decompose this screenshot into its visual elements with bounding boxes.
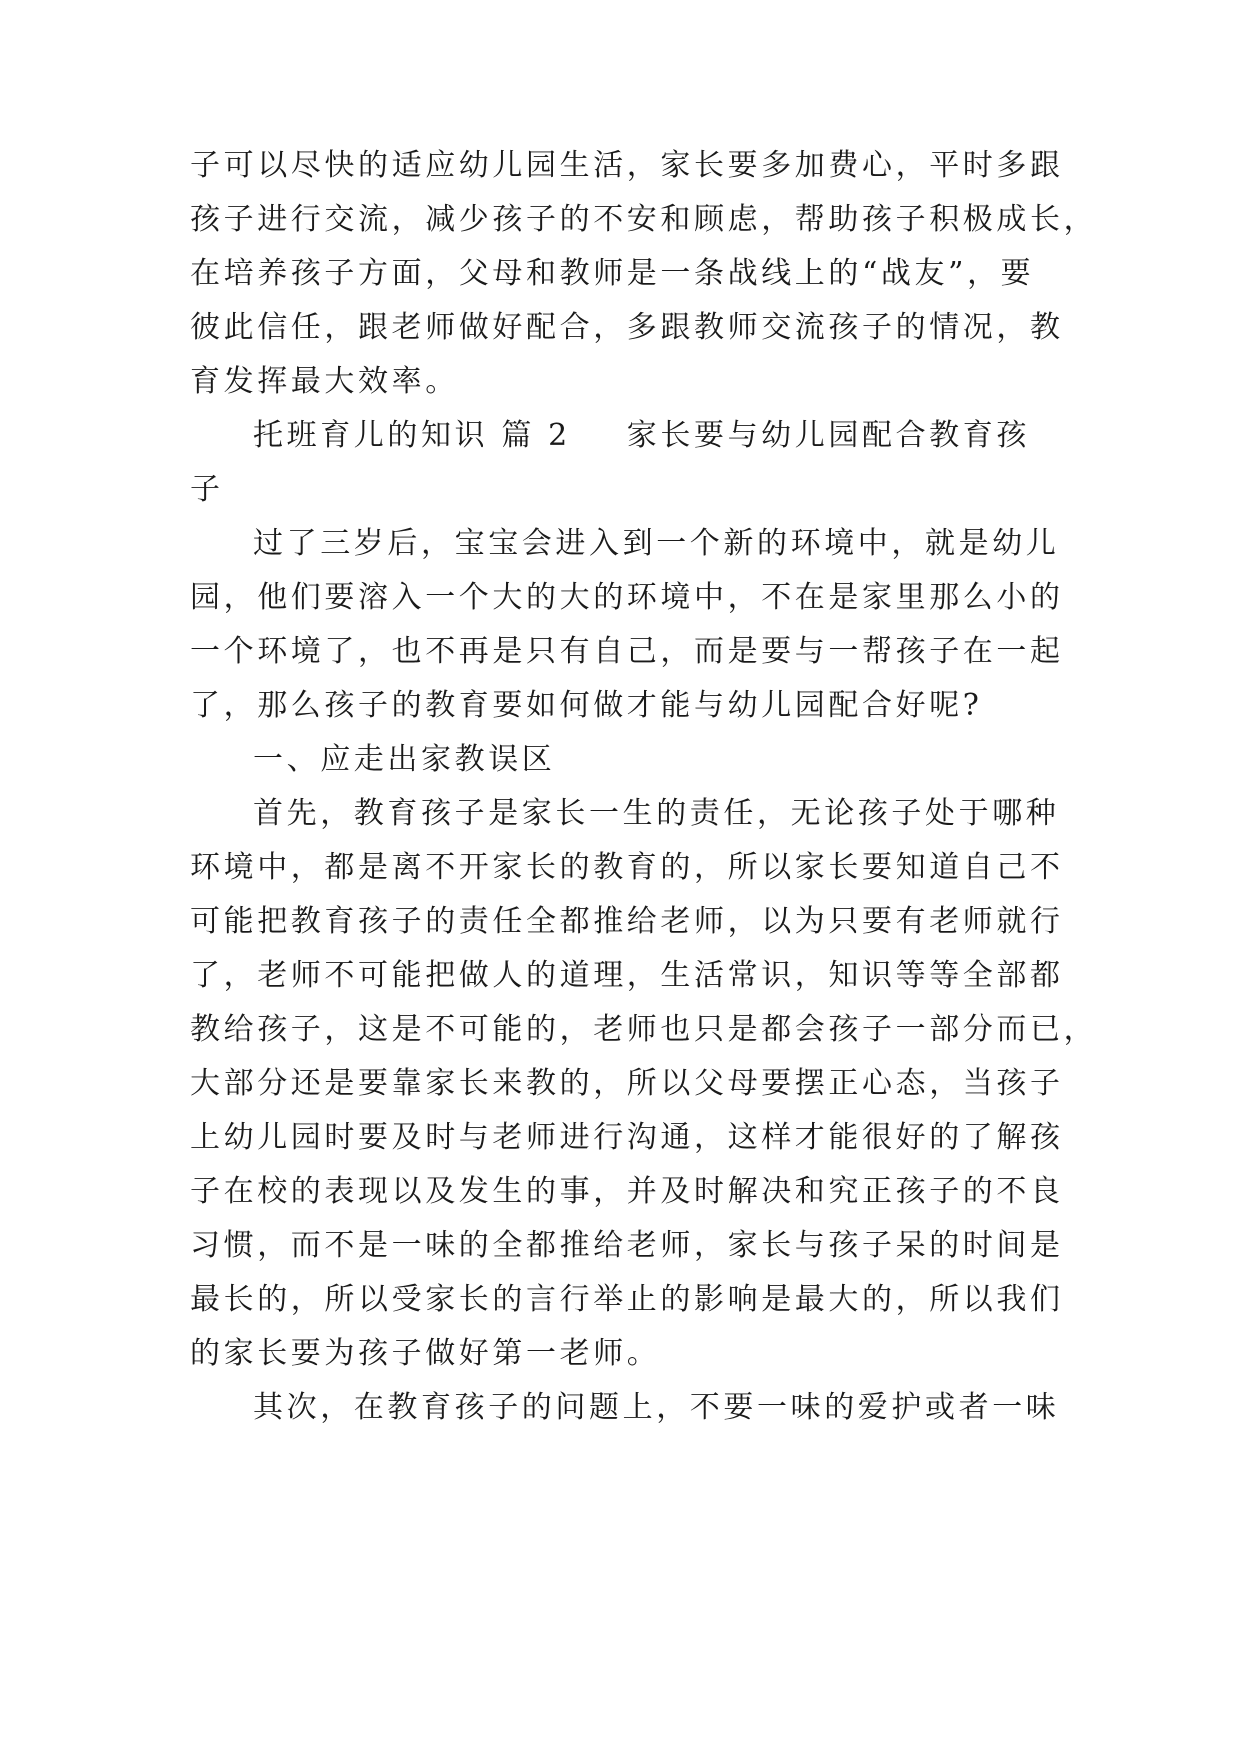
section-heading xyxy=(253,416,1123,456)
text-line: 最长的，所以受家长的言行举止的影响是最大的，所以我们 xyxy=(190,1282,1064,1317)
text-line: 的家长要为孩子做好第一老师。 xyxy=(190,1336,661,1371)
text-line: 上幼儿园时要及时与老师进行沟通，这样才能很好的了解孩 xyxy=(190,1120,1064,1155)
text-line: 子可以尽快的适应幼儿园生活，家长要多加费心，平时多跟 xyxy=(190,148,1064,183)
text-line: 大部分还是要靠家长来教的，所以父母要摆正心态，当孩子 xyxy=(190,1066,1064,1101)
text-line: 子在校的表现以及发生的事，并及时解决和究正孩子的不良 xyxy=(190,1174,1064,1209)
text-line: 习惯，而不是一味的全都推给老师，家长与孩子呆的时间是 xyxy=(190,1228,1064,1263)
text-line: 其次，在教育孩子的问题上，不要一味的爱护或者一味 xyxy=(253,1390,1060,1425)
text-line: 教给孩子，这是不可能的，老师也只是都会孩子一部分而已， xyxy=(190,1012,1098,1047)
text-line: 一个环境了，也不再是只有自己，而是要与一帮孩子在一起 xyxy=(190,634,1064,669)
section-heading-title: 家长要与幼儿园配合教育孩 xyxy=(626,418,1030,453)
text-line: 可能把教育孩子的责任全都推给老师，以为只要有老师就行 xyxy=(190,904,1064,939)
text-line: 了，老师不可能把做人的道理，生活常识，知识等等全部都 xyxy=(190,958,1064,993)
text-line: 在培养孩子方面，父母和教师是一条战线上的“战友”，要 xyxy=(190,256,1035,291)
text-line: 园，他们要溶入一个大的大的环境中，不在是家里那么小的 xyxy=(190,580,1064,615)
section-heading-label: 托班育儿的知识 篇 2 xyxy=(253,418,571,453)
text-line: 首先，教育孩子是家长一生的责任，无论孩子处于哪种 xyxy=(253,796,1060,831)
text-line: 了，那么孩子的教育要如何做才能与幼儿园配合好呢? xyxy=(190,688,983,723)
section-heading-title-cont: 子 xyxy=(190,472,224,507)
text-line: 过了三岁后，宝宝会进入到一个新的环境中，就是幼儿 xyxy=(253,526,1060,561)
text-line: 孩子进行交流，减少孩子的不安和顾虑，帮助孩子积极成长， xyxy=(190,202,1098,237)
text-line: 彼此信任，跟老师做好配合，多跟教师交流孩子的情况，教 xyxy=(190,310,1064,345)
subheading: 一、应走出家教误区 xyxy=(253,742,556,777)
text-line: 环境中，都是离不开家长的教育的，所以家长要知道自己不 xyxy=(190,850,1064,885)
text-line: 育发挥最大效率。 xyxy=(190,364,459,399)
